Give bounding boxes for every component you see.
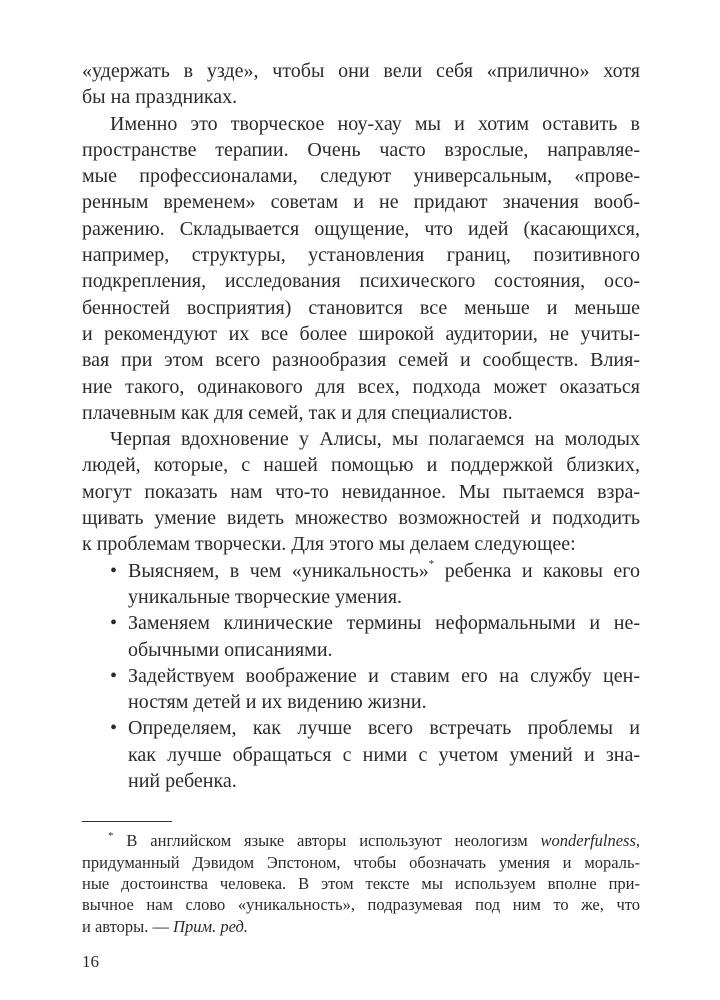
- bullet-list: [82, 558, 640, 795]
- text-line: бенностей восприятия) становится все меньше и меньше: [82, 296, 640, 319]
- text-span: Задействуем воображение и ставим его на службу цен-: [128, 664, 640, 687]
- text-span-italic: wonderfulness: [540, 831, 636, 851]
- text-line: подкрепления, исследования психического состояния, осо-: [82, 270, 640, 293]
- text-span: и авторы. —: [82, 916, 174, 936]
- list-item: [82, 715, 640, 794]
- footnote-divider: [82, 821, 172, 822]
- text-line: щивать умение видеть множество возможностей и подходить: [82, 507, 640, 530]
- page-body: [82, 58, 640, 937]
- text-line: [82, 715, 640, 741]
- text-line: [82, 558, 640, 584]
- text-line: бы на праздниках.: [82, 86, 238, 109]
- text-line: придуманный Дэвидом Эпстоном, чтобы обозначать умения и мораль-: [82, 852, 640, 872]
- bullet-icon: •: [110, 612, 118, 635]
- text-line: уникальные творческие умения.: [128, 585, 403, 608]
- text-span: В английском языке авторы используют неологизм: [113, 831, 541, 851]
- text-span: Определяем, как лучше всего встречать проблемы и: [128, 717, 640, 740]
- text-line: [82, 663, 640, 689]
- footnote-mark: *: [428, 557, 435, 570]
- text-span: ,: [635, 831, 640, 851]
- text-span: Заменяем клинические термины неформальными и не-: [128, 612, 640, 635]
- paragraph-2: [82, 111, 640, 427]
- list-item: [82, 663, 640, 716]
- text-line: ражению. Складывается ощущение, что идей (касающихся,: [82, 217, 640, 240]
- list-item: [82, 610, 640, 663]
- text-span-italic: Прим. ред.: [173, 916, 248, 936]
- text-line: [82, 830, 640, 851]
- text-line: [82, 610, 640, 636]
- text-line: людей, которые, с нашей помощью и поддержкой близких,: [82, 454, 640, 477]
- text-line: Именно это творческое ноу-хау мы и хотим оставить в: [110, 112, 640, 135]
- text-line: ние такого, одинакового для всех, подхода может оказаться: [82, 375, 640, 398]
- text-line: как лучше обращаться с ними с учетом умений и зна-: [128, 743, 640, 766]
- text-line: «удержать в узде», чтобы они вели себя «прилично» хотя: [82, 60, 640, 82]
- text-line: вая при этом всего разнообразия семей и сообществ. Влия-: [82, 349, 640, 372]
- text-line: мые профессионалами, следуют универсальным, «прове-: [82, 165, 640, 188]
- text-span: Выясняем, в чем «уникальность»: [128, 559, 429, 582]
- bullet-icon: •: [110, 664, 118, 687]
- text-line: ний ребенка.: [128, 770, 237, 793]
- text-line: пространстве терапии. Очень часто взрослые, направляе-: [82, 138, 640, 161]
- text-line: к проблемам творчески. Для этого мы делаем следующее:: [82, 533, 576, 556]
- text-line: и рекомендуют их все более широкой аудитории, не учиты-: [82, 322, 640, 345]
- text-line: вычное нам слово «уникальность», подразумевая под ним то же, что: [82, 895, 640, 915]
- paragraph-1: [82, 58, 640, 111]
- text-span: ребенка и каковы его: [434, 559, 640, 582]
- footnote-mark: *: [108, 830, 114, 843]
- bullet-icon: •: [110, 559, 118, 582]
- paragraph-3: [82, 426, 640, 557]
- text-line: могут показать нам что-то невиданное. Мы пытаемся взра-: [82, 480, 640, 503]
- text-line: ностям детей и их видению жизни.: [128, 691, 427, 714]
- text-line: например, структуры, установления границ, позитивного: [82, 244, 640, 267]
- text-line: обычными описаниями.: [128, 638, 333, 661]
- footnote: [82, 830, 640, 936]
- text-line: [82, 916, 640, 937]
- text-line: ные достоинства человека. В этом тексте мы используем вполне при-: [82, 873, 640, 893]
- text-line: Черпая вдохновение у Алисы, мы полагаемся на молодых: [110, 428, 640, 451]
- bullet-icon: •: [110, 717, 118, 740]
- list-item: [82, 558, 640, 611]
- text-line: ренным временем» советам и не придают значения вооб-: [82, 191, 640, 214]
- page-number: 16: [82, 952, 99, 971]
- text-line: плачевным как для семей, так и для специалистов.: [82, 401, 513, 424]
